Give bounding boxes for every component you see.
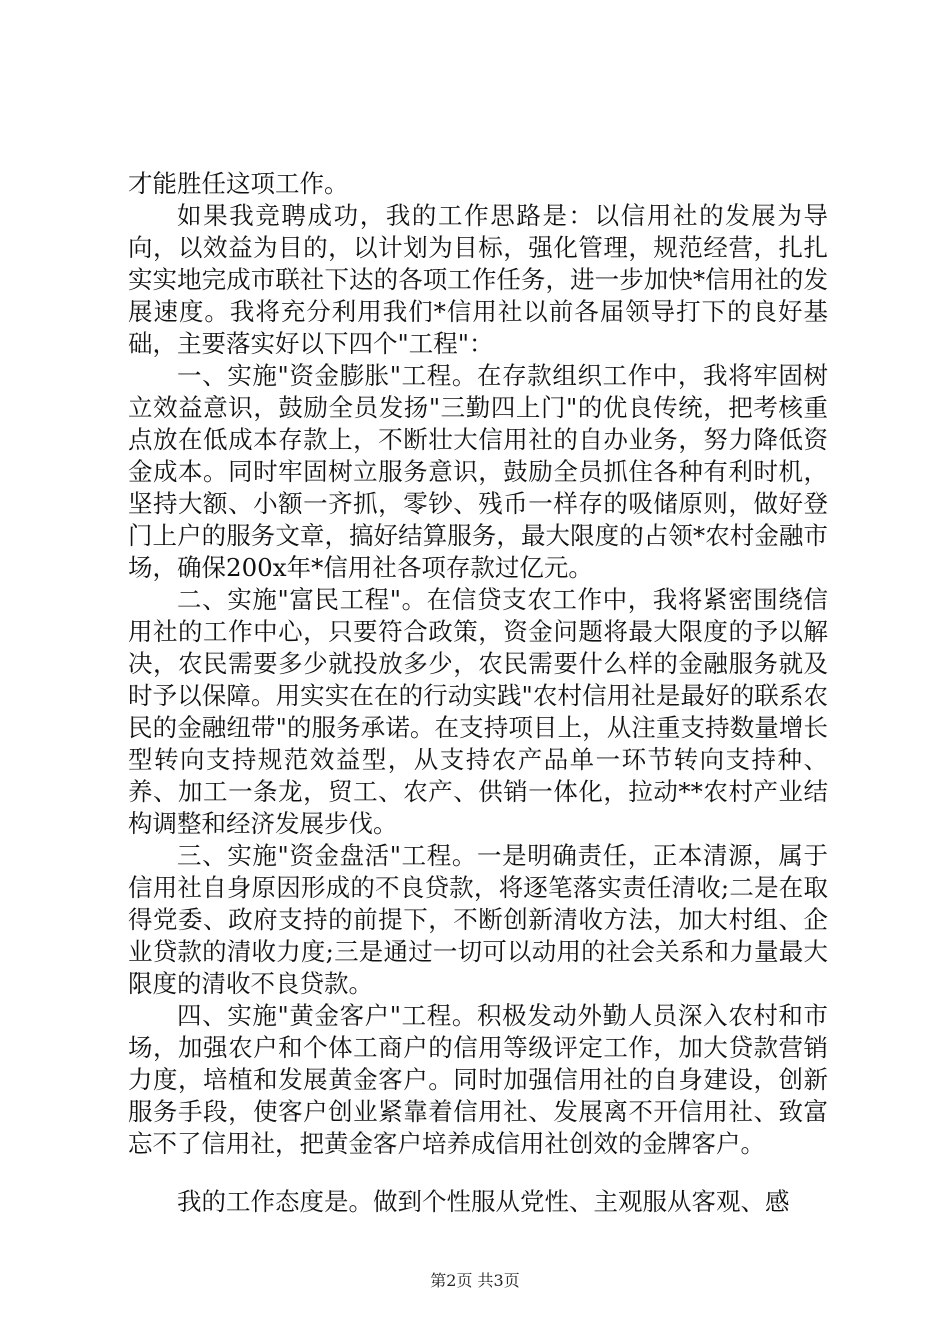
paragraph-continuation: 才能胜任这项工作。: [128, 169, 349, 198]
paragraph-work-approach: 如果我竞聘成功，我的工作思路是：以信用社的发展为导向，以效益为目的，以计划为目标，强化管理，规范经营，扎扎实实地完成市联社下达的各项工作任务，进一步加快*信用社的发展速度。我将充分利用我们*信用社以前各届领导打下的良好基础，主要落实好以下四个"工程"：: [128, 201, 828, 358]
paragraph-project-two: 二、实施"富民工程"。在信贷支农工作中，我将紧密围绕信用社的工作中心，只要符合政策，资金问题将最大限度的予以解决，农民需要多少就投放多少，农民需要什么样的金融服务就及时予以保障。用实实在在的行动实践"农村信用社是最好的联系农民的金融纽带"的服务承诺。在支持项目上，从注重支持数量增长型转向支持规范效益型，从支持农产品单一环节转向支持种、养、加工一条龙，贸工、农产、供销一体化，拉动**农村产业结构调整和经济发展步伐。: [128, 585, 828, 838]
paragraph-project-three: 三、实施"资金盘活"工程。一是明确责任，正本清源，属于信用社自身原因形成的不良贷款，将逐笔落实责任清收;二是在取得党委、政府支持的前提下，不断创新清收方法，加大村组、企业贷款的清收力度;三是通过一切可以动用的社会关系和力量最大限度的清收不良贷款。: [128, 841, 828, 998]
paragraph-project-one: 一、实施"资金膨胀"工程。在存款组织工作中，我将牢固树立效益意识，鼓励全员发扬"三勤四上门"的优良传统，把考核重点放在低成本存款上，不断壮大信用社的自办业务，努力降低资金成本。同时牢固树立服务意识，鼓励全员抓住各种有利时机，坚持大额、小额一齐抓，零钞、残币一样存的吸储原则，做好登门上户的服务文章，搞好结算服务，最大限度的占领*农村金融市场，确保200x年*信用社各项存款过亿元。: [128, 361, 828, 582]
paragraph-project-four: 四、实施"黄金客户"工程。积极发动外勤人员深入农村和市场，加强农户和个体工商户的信用等级评定工作，加大贷款营销力度，培植和发展黄金客户。同时加强信用社的自身建设，创新服务手段，使客户创业紧靠着信用社、发展离不开信用社、致富忘不了信用社，把黄金客户培养成信用社创效的金牌客户。: [128, 1001, 828, 1158]
page-number-footer: 第2页 共3页: [430, 1271, 520, 1290]
document-body: [128, 168, 828, 1218]
paragraph-work-attitude: 我的工作态度是。做到个性服从党性、主观服从客观、感: [177, 1187, 790, 1216]
